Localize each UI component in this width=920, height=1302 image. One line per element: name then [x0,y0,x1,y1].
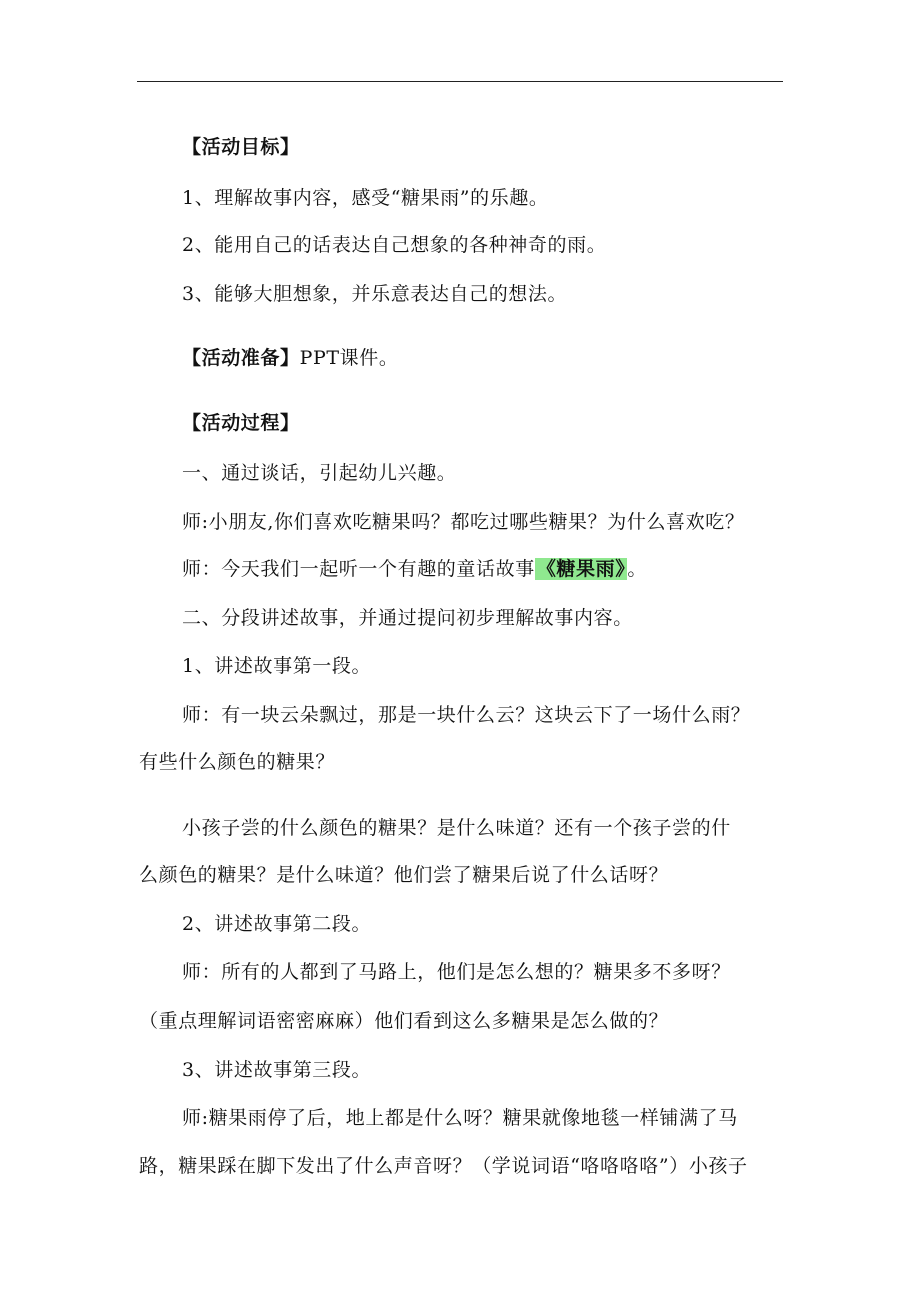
teacher-question-2 [182,556,647,582]
teacher-question-1: 师:小朋友,你们喜欢吃糖果吗？都吃过哪些糖果？为什么喜欢吃？ [182,511,745,533]
part-2-heading: 2、讲述故事第二段。 [182,913,372,935]
story-title-highlight: 《糖果雨》 [536,558,626,580]
objective-1: 1、理解故事内容，感受“糖果雨”的乐趣。 [182,187,549,209]
part-2-question-line-1: 师：所有的人都到了马路上，他们是怎么想的？糖果多不多呀？ [182,961,731,983]
preparation-line [182,345,398,371]
step-1: 一、通过谈话，引起幼儿兴趣。 [182,462,457,484]
teacher-question-2-prefix: 师：今天我们一起听一个有趣的童话故事 [182,558,535,580]
part-2-question-line-2: （重点理解词语密密麻麻）他们看到这么多糖果是怎么做的？ [139,1010,669,1032]
part-1-question-line-2: 有些什么颜色的糖果？ [139,751,336,773]
part-3-question-line-2: 路，糖果踩在脚下发出了什么声音呀？（学说词语“咯咯咯咯”）小孩子 [139,1155,748,1177]
header-rule [137,81,783,82]
objective-2: 2、能用自己的话表达自己想象的各种神奇的雨。 [182,234,607,256]
part-1-question-line-1: 师：有一块云朵飘过，那是一块什么云？这块云下了一场什么雨？ [182,704,751,726]
part-1-heading: 1、讲述故事第一段。 [182,655,372,677]
part-1-question-2-line-2: 么颜色的糖果？是什么味道？他们尝了糖果后说了什么话呀？ [139,864,669,886]
preparation-heading: 【活动准备】 [182,347,300,369]
objective-3: 3、能够大胆想象，并乐意表达自己的想法。 [182,283,568,305]
step-2: 二、分段讲述故事，并通过提问初步理解故事内容。 [182,607,633,629]
objectives-heading: 【活动目标】 [182,136,300,158]
part-1-question-2-line-1: 小孩子尝的什么颜色的糖果？是什么味道？还有一个孩子尝的什 [182,817,731,839]
part-3-heading: 3、讲述故事第三段。 [182,1059,372,1081]
teacher-question-2-suffix: 。 [627,558,647,580]
process-heading: 【活动过程】 [182,412,300,434]
preparation-text: PPT课件。 [299,347,399,369]
part-3-question-line-1: 师:糖果雨停了后，地上都是什么呀？糖果就像地毯一样铺满了马 [182,1107,738,1129]
